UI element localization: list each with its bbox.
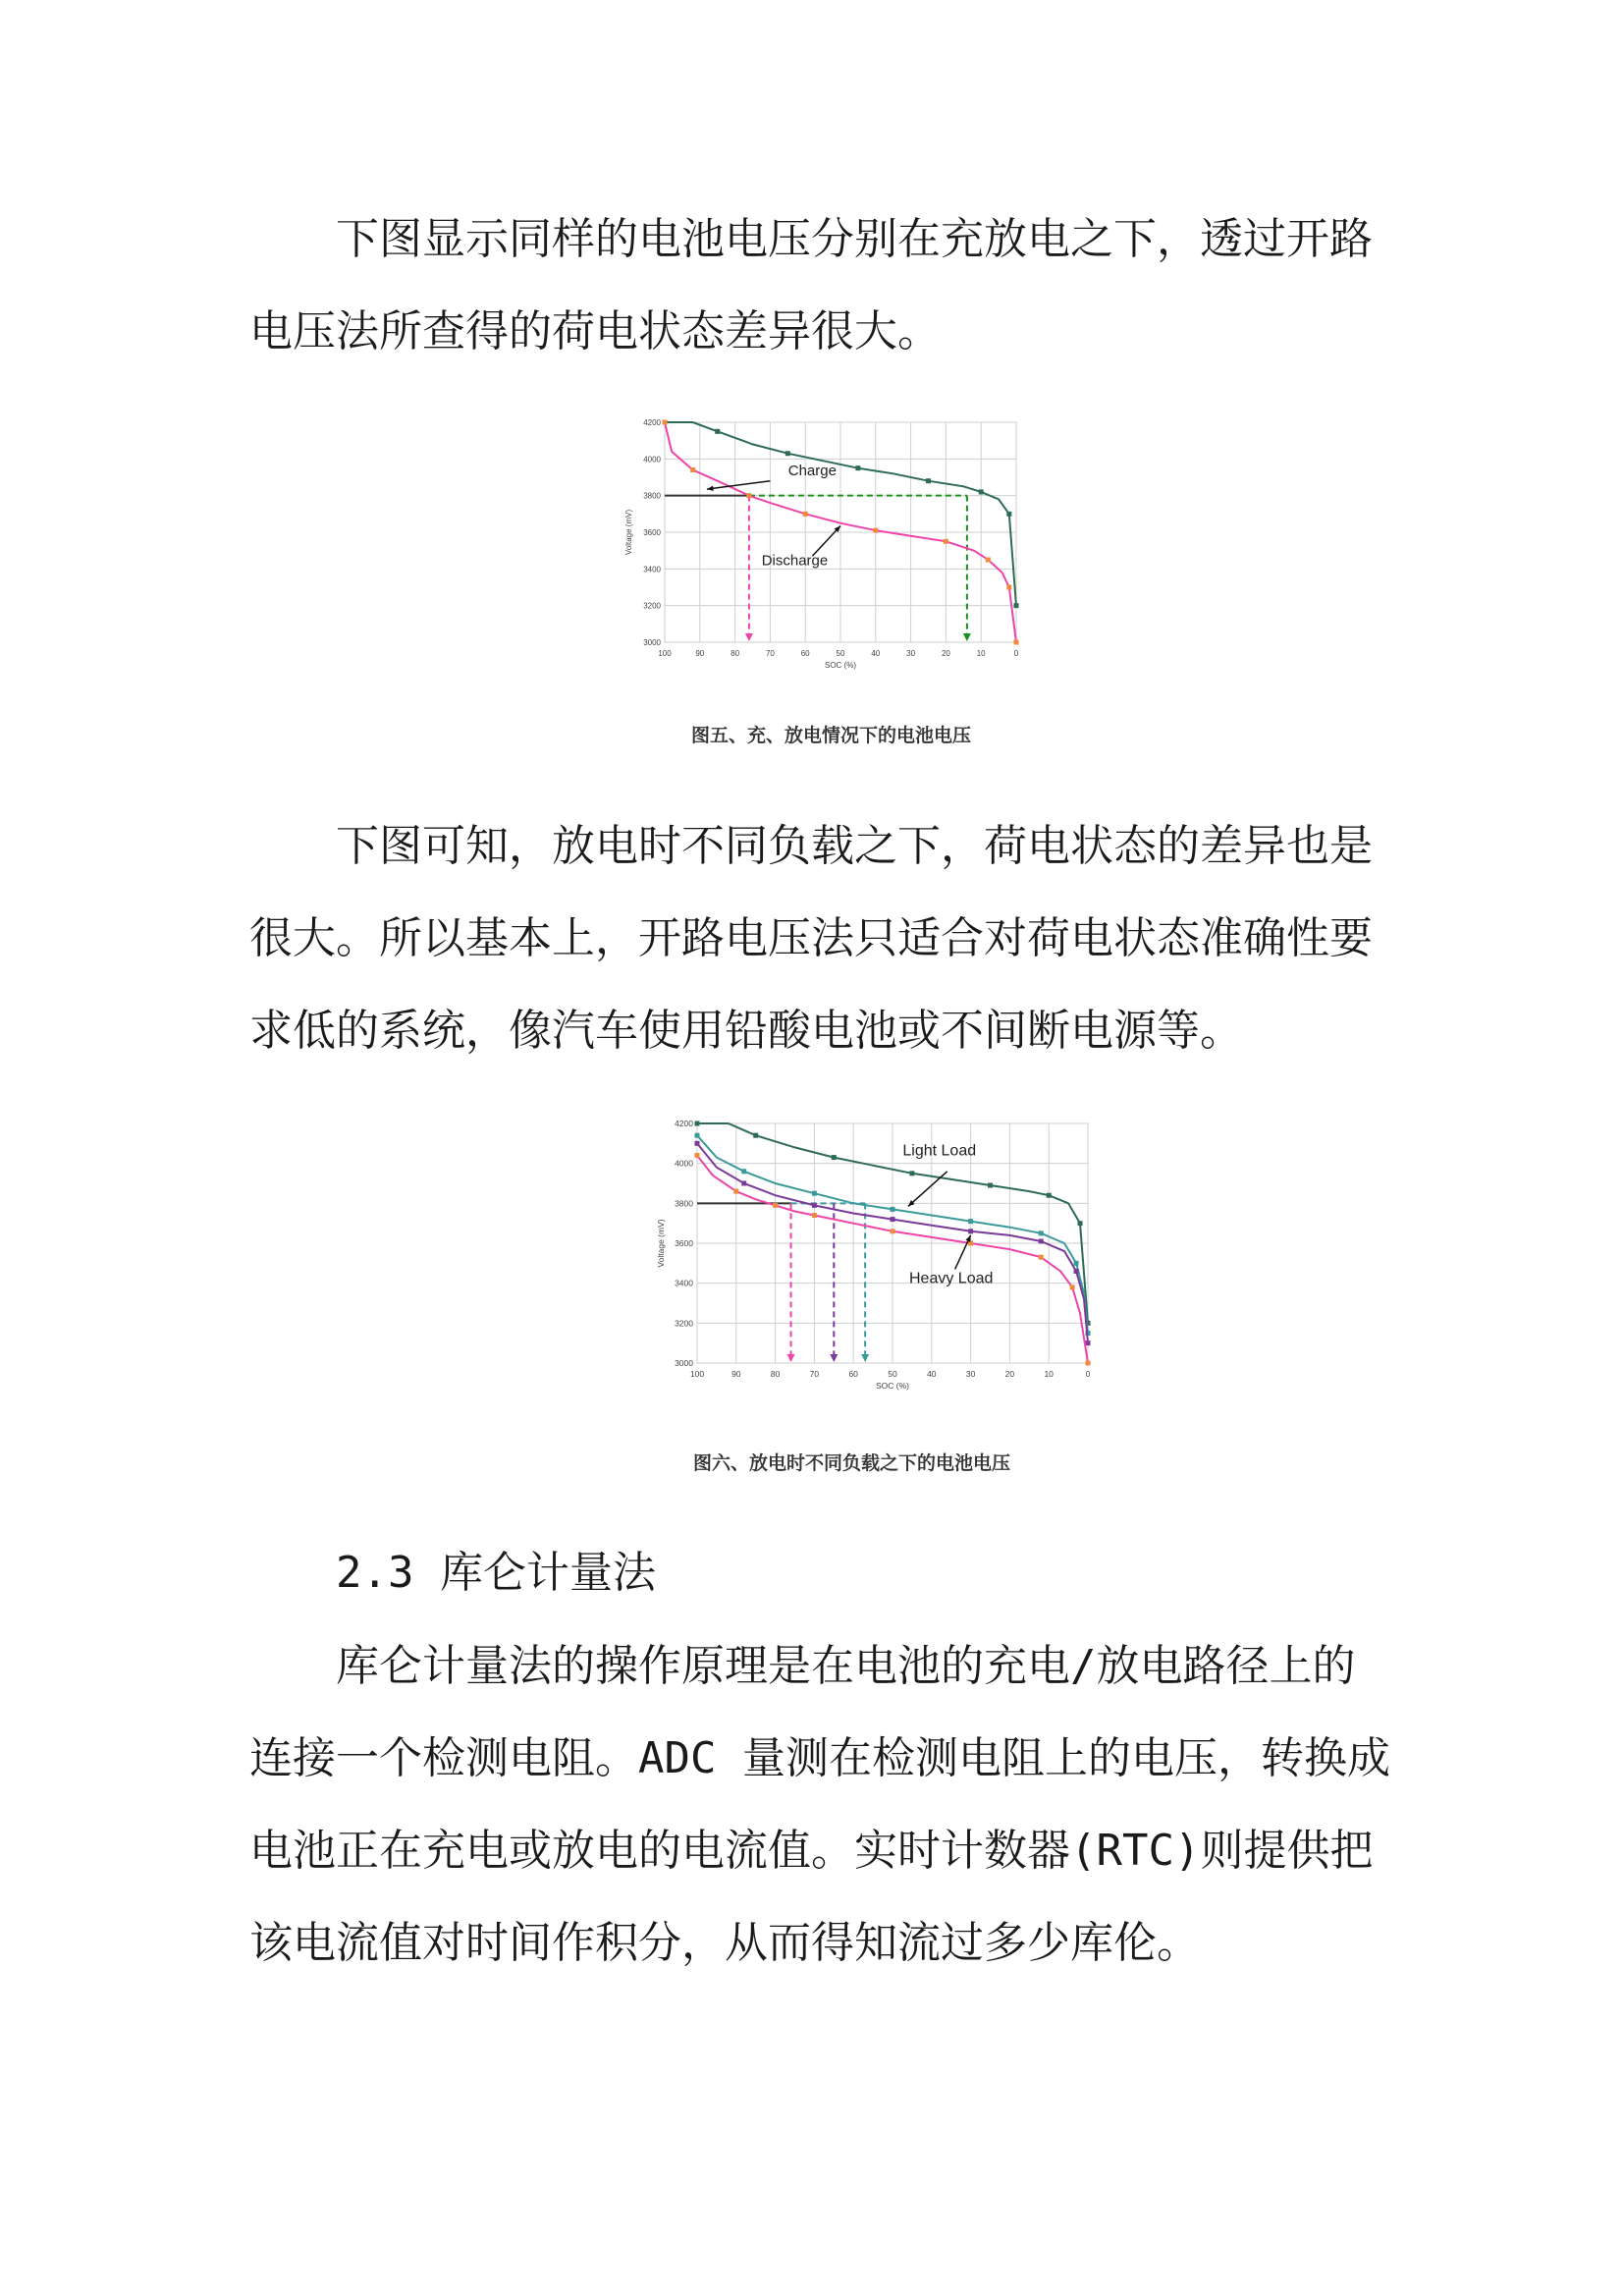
y-tick-label: 4200 <box>675 1119 693 1128</box>
x-tick-label: 30 <box>906 649 916 658</box>
data-point <box>1039 1238 1044 1243</box>
x-tick-label: 40 <box>927 1369 937 1379</box>
data-point <box>855 465 860 470</box>
paragraph-3 <box>249 1620 1388 1990</box>
figure-6-chart <box>636 1118 1098 1412</box>
x-tick-label: 0 <box>1085 1369 1091 1379</box>
data-point <box>812 1203 817 1208</box>
y-axis-label: Voltage (mV) <box>624 509 633 556</box>
data-point <box>891 1229 895 1233</box>
data-point <box>1074 1269 1079 1274</box>
y-tick-label: 3600 <box>675 1238 693 1248</box>
x-tick-label: 70 <box>809 1369 820 1379</box>
x-tick-label: 60 <box>848 1369 858 1379</box>
data-point <box>695 1133 700 1138</box>
data-point <box>695 1153 700 1158</box>
figure-5-caption: 图五、充、放电情况下的电池电压 <box>691 725 972 746</box>
text-line: 很大。所以基本上，开路电压法只适合对荷电状态准确性要 <box>249 913 1373 963</box>
data-point <box>944 539 948 544</box>
y-tick-label: 4000 <box>643 455 661 465</box>
series-annotation: Heavy Load <box>909 1270 994 1287</box>
data-point <box>988 1183 993 1188</box>
x-tick-label: 10 <box>976 649 986 658</box>
data-point <box>812 1191 817 1196</box>
paragraph-2 <box>249 800 1388 1077</box>
y-tick-label: 3200 <box>675 1318 693 1329</box>
x-tick-label: 40 <box>871 649 881 658</box>
y-tick-label: 3000 <box>675 1358 693 1368</box>
data-point <box>1006 585 1011 590</box>
data-point <box>1014 640 1019 645</box>
y-tick-label: 3400 <box>643 565 661 574</box>
data-point <box>690 467 695 472</box>
x-tick-label: 50 <box>888 1369 897 1379</box>
x-tick-label: 100 <box>658 649 672 658</box>
y-tick-label: 3800 <box>643 491 661 501</box>
data-point <box>891 1207 895 1212</box>
text-line: 电压法所查得的荷电状态差异很大。 <box>249 306 941 356</box>
data-point <box>891 1217 895 1222</box>
data-point <box>1086 1340 1091 1345</box>
y-tick-label: 3200 <box>643 601 661 611</box>
x-tick-label: 80 <box>730 649 740 658</box>
data-point <box>753 1133 758 1138</box>
x-tick-label: 100 <box>689 1369 705 1379</box>
data-point <box>1078 1221 1083 1226</box>
series-annotation: Light Load <box>902 1142 977 1160</box>
data-point <box>986 558 991 563</box>
y-tick-label: 4000 <box>675 1158 693 1169</box>
data-point <box>741 1169 746 1174</box>
y-tick-label: 4200 <box>643 418 661 427</box>
data-point <box>1047 1193 1052 1198</box>
x-axis-label: SOC (%) <box>876 1381 909 1391</box>
data-point <box>968 1229 973 1233</box>
data-point <box>785 451 790 456</box>
data-point <box>873 528 878 533</box>
data-point <box>832 1155 837 1160</box>
data-point <box>1086 1361 1091 1366</box>
data-point <box>1006 512 1011 517</box>
x-tick-label: 50 <box>836 649 845 658</box>
data-point <box>1039 1230 1044 1235</box>
data-point <box>803 512 808 517</box>
data-point <box>663 420 668 425</box>
x-axis-label: SOC (%) <box>825 661 856 670</box>
figure-6-caption: 图六、放电时不同负载之下的电池电压 <box>693 1452 1011 1474</box>
x-tick-label: 30 <box>965 1369 976 1379</box>
data-point <box>1039 1255 1044 1260</box>
data-point <box>1074 1261 1079 1266</box>
text-line: 电池正在充电或放电的电流值。实时计数器(RTC)则提供把 <box>249 1826 1374 1876</box>
data-point <box>1070 1285 1075 1289</box>
data-point <box>746 493 751 498</box>
data-point <box>733 1189 738 1194</box>
x-tick-label: 70 <box>765 649 775 658</box>
y-axis-label: Voltage (mV) <box>656 1219 666 1268</box>
data-point <box>715 429 720 434</box>
data-point <box>909 1171 914 1175</box>
data-point <box>812 1213 817 1218</box>
x-tick-label: 0 <box>1013 649 1019 658</box>
data-point <box>773 1203 778 1208</box>
x-tick-label: 90 <box>695 649 705 658</box>
text-line: 下图可知，放电时不同负载之下，荷电状态的差异也是 <box>336 821 1373 871</box>
x-tick-label: 20 <box>1004 1369 1015 1379</box>
y-tick-label: 3600 <box>643 528 661 537</box>
series-annotation: Charge <box>787 463 837 480</box>
x-tick-label: 20 <box>941 649 950 658</box>
text-line: 该电流值对时间作积分，从而得知流过多少库伦。 <box>249 1918 1200 1968</box>
figure-5-chart <box>614 414 1026 684</box>
series-annotation: Discharge <box>761 552 829 570</box>
y-tick-label: 3400 <box>675 1278 693 1288</box>
data-point <box>695 1141 700 1146</box>
x-tick-label: 10 <box>1044 1369 1054 1379</box>
y-tick-label: 3000 <box>643 638 661 647</box>
x-tick-label: 60 <box>800 649 810 658</box>
data-point <box>979 489 984 494</box>
data-point <box>926 478 931 483</box>
section-heading: 2.3 库仑计量法 <box>336 1548 656 1598</box>
x-tick-label: 80 <box>770 1369 781 1379</box>
data-point <box>1014 603 1019 608</box>
data-point <box>695 1121 700 1126</box>
text-line: 下图显示同样的电池电压分别在充放电之下，透过开路 <box>336 214 1373 264</box>
y-tick-label: 3800 <box>675 1198 693 1209</box>
x-tick-label: 90 <box>731 1369 741 1379</box>
text-line: 连接一个检测电阻。ADC 量测在检测电阻上的电压，转换成 <box>249 1733 1390 1783</box>
text-line: 求低的系统，像汽车使用铅酸电池或不间断电源等。 <box>249 1006 1243 1056</box>
data-point <box>968 1241 973 1246</box>
data-point <box>968 1219 973 1224</box>
text-line: 库仑计量法的操作原理是在电池的充电/放电路径上的 <box>336 1641 1356 1691</box>
data-point <box>741 1181 746 1186</box>
paragraph-1 <box>249 193 1388 378</box>
